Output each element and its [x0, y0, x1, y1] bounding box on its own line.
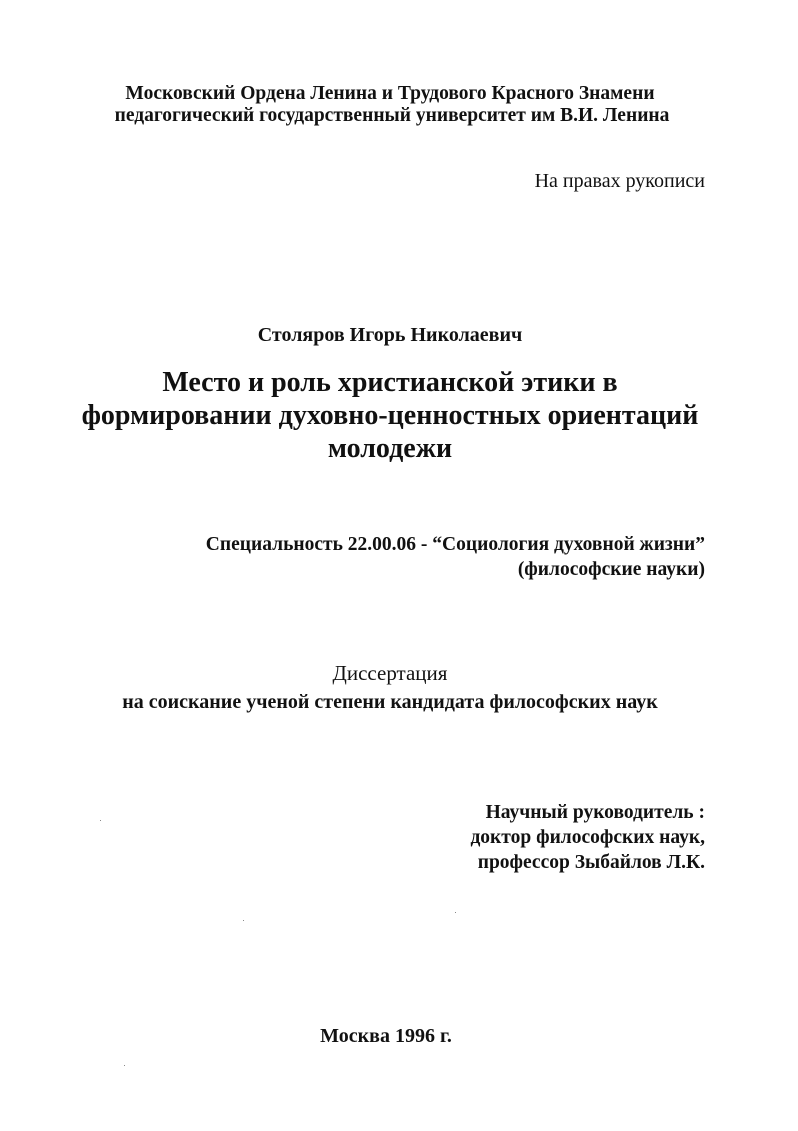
- institution-line-1: Московский Ордена Ленина и Трудового Красного Знамени: [125, 83, 655, 104]
- dissertation-heading: Диссертация: [332, 661, 448, 685]
- specialty-line-1: Специальность 22.00.06 - “Социология духовной жизни”: [205, 534, 705, 555]
- scan-speck: [124, 1065, 125, 1066]
- title-line-1: Место и роль христианской этики в: [162, 367, 618, 398]
- supervisor-name: профессор Зыбайлов Л.К.: [477, 852, 705, 873]
- institution-line-2: педагогический государственный университет им В.И. Ленина: [114, 105, 670, 126]
- title-line-2: формировании духовно-ценностных ориентаций: [81, 400, 699, 431]
- scan-speck: [243, 920, 244, 921]
- supervisor-label: Научный руководитель :: [485, 802, 705, 823]
- city-year: Москва 1996 г.: [320, 1025, 452, 1047]
- author-name: Столяров Игорь Николаевич: [257, 324, 523, 346]
- scan-speck: [455, 912, 456, 913]
- dissertation-subtitle: на соискание ученой степени кандидата философских наук: [122, 691, 658, 713]
- supervisor-degree: доктор философских наук,: [470, 827, 705, 848]
- title-line-3: молодежи: [327, 433, 453, 464]
- specialty-line-2: (философские науки): [517, 559, 705, 580]
- scan-speck: [100, 820, 101, 821]
- manuscript-note: На правах рукописи: [534, 170, 705, 192]
